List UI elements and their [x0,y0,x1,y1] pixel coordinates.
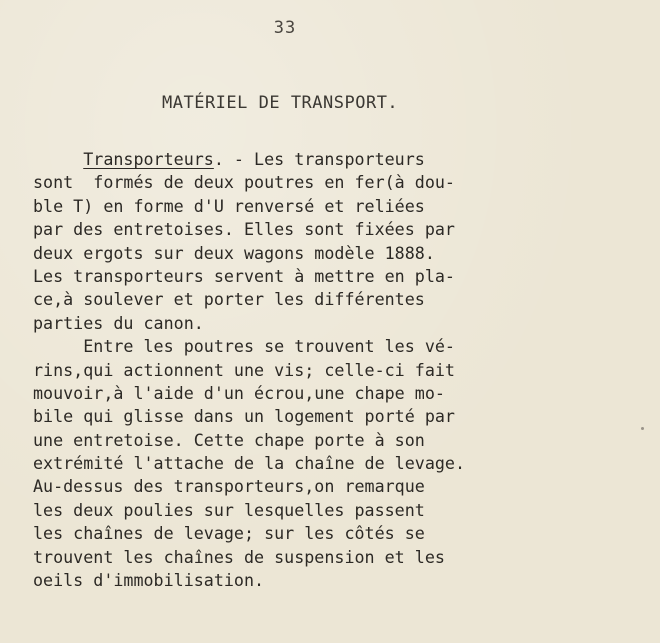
paragraph-1-line: deux ergots sur deux wagons modèle 1888. [33,242,435,263]
paper-speck [641,427,644,430]
body-text [33,148,653,592]
paragraph-1-line-1-rest: . - Les transporteurs [213,149,425,169]
paragraph-2-line: Au-dessus des transporteurs,on remarque [33,476,425,497]
paragraph-1-line: sont formés de deux poutres en fer(à dou- [33,172,455,193]
paragraph-1-term: Transporteurs [83,149,214,169]
paragraph-2-line: oeils d'immobilisation. [33,570,265,591]
paragraph-2-line: les chaînes de levage; sur les côtés se [33,523,425,544]
paragraph-2-line: mouvoir,à l'aide d'un écrou,une chape mo- [33,382,445,403]
paragraph-2-line: trouvent les chaînes de suspension et les [33,546,445,567]
paragraph-2-line: les deux poulies sur lesquelles passent [33,499,425,520]
paragraph-1-line-1 [33,148,653,171]
paragraph-2-line: rins,qui actionnent une vis; celle-ci fait [33,359,455,380]
paragraph-1-line: Les transporteurs servent à mettre en pla- [33,265,455,286]
page-number: 33 [273,18,297,38]
paragraph-2-line: une entretoise. Cette chape porte à son [33,429,425,450]
paragraph-1-line: ce,à soulever et porter les différentes [33,289,425,310]
paragraph-2-line: bile qui glisse dans un logement porté par [33,406,455,427]
paragraph-2-line: extrémité l'attache de la chaîne de levage. [33,453,466,474]
paragraph-1-line: ble T) en forme d'U renversé et reliées [33,195,425,216]
paragraph-2-line: Entre les poutres se trouvent les vé- [33,336,455,357]
section-heading: MATÉRIEL DE TRANSPORT. [162,93,399,113]
paragraph-1-line: par des entretoises. Elles sont fixées par [33,219,455,240]
paragraph-1-line: parties du canon. [33,312,204,333]
